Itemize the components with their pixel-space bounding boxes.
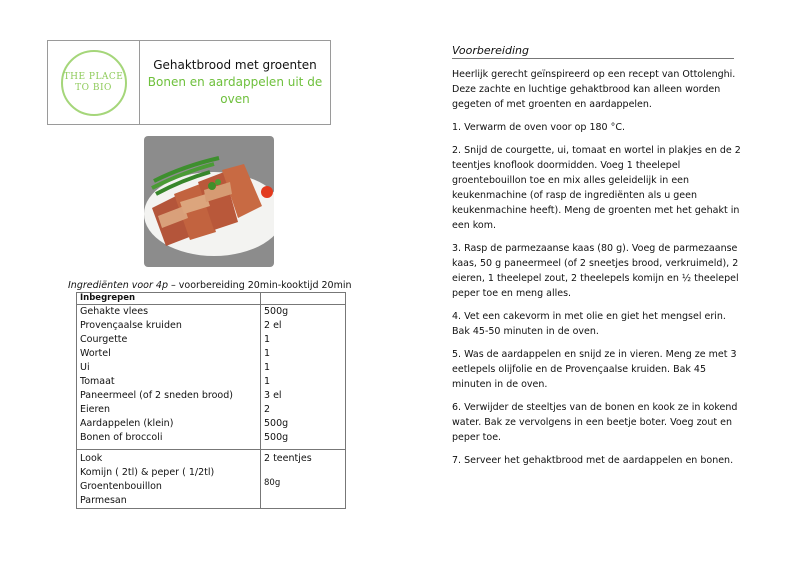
preparation-step: 6. Verwijder de steeltjes van de bonen en kook ze in kokend water. Bak ze vervolgens in een beetje boter. Voeg zout en peper toe. [452, 402, 738, 443]
extra-item: Look [80, 453, 103, 464]
ingredient-name: Eieren [77, 403, 261, 417]
ingredient-qty: 500g [261, 417, 346, 431]
ingredient-row [77, 305, 346, 320]
ingredient-name: Ui [77, 361, 261, 375]
ingredient-name: Gehakte vlees [77, 305, 261, 320]
ingredient-row [77, 319, 346, 333]
ingredient-qty: 1 [261, 333, 346, 347]
logo-line-1: THE PLACE [63, 71, 124, 82]
ingredients-table [76, 292, 346, 509]
ingredient-row [77, 375, 346, 389]
ingredient-qty: 500g [261, 305, 346, 320]
preparation-step: 4. Vet een cakevorm in met olie en giet het mengsel erin. Bak 45-50 minuten in de oven. [452, 311, 726, 337]
ingredient-name: Tomaat [77, 375, 261, 389]
preparation-step: 5. Was de aardappelen en snijd ze in vieren. Meng ze met 3 eetlepels olijfolie en de Provençaalse kruiden. Bak 45 minuten in de oven. [452, 349, 737, 390]
title-cell [140, 41, 330, 124]
extra-item: Komijn ( 2tl) & peper ( 1/2tl) [80, 467, 215, 478]
recipe-header [47, 40, 331, 125]
parmesan-qty: 80g [264, 478, 281, 488]
preparation-step: 3. Rasp de parmezaanse kaas (80 g). Voeg de parmezaanse kaas, 50 g paneermeel (of 2 sneetjes brood, verkruimeld), 2 eieren, 1 theelepel zout, 2 theelepels komijn en ½ theelepel peper toe en meng alles. [452, 243, 739, 299]
ingredient-name: Paneermeel (of 2 sneden brood) [77, 389, 261, 403]
ingredient-row [77, 361, 346, 375]
ingredient-qty: 500g [261, 431, 346, 445]
ingredient-qty: 1 [261, 375, 346, 389]
brand-logo [61, 50, 127, 116]
preparation-step: 2. Snijd de courgette, ui, tomaat en wortel in plakjes en de 2 teentjes knoflook doormidden. Voeg 1 theelepel groentebouillon toe en mix alles geleidelijk in een keukenmachine (of rasp de ingrediënten als u geen keukenmachine heeft). Meng de groenten met het gehakt in een kom. [452, 145, 741, 231]
extra-ingredients-row [77, 450, 346, 509]
ingredients-heading-timing: – voorbereiding 20min-kooktijd 20min [168, 280, 352, 291]
ingredient-row [77, 431, 346, 445]
ingredient-qty: 2 [261, 403, 346, 417]
preparation-step: 1. Verwarm de oven voor op 180 °C. [452, 122, 626, 133]
look-qty: 2 teentjes [264, 453, 312, 464]
ingredients-heading [68, 280, 352, 291]
ingredient-name: Courgette [77, 333, 261, 347]
logo-cell [48, 41, 140, 124]
recipe-subtitle: Bonen en aardappelen uit de oven [147, 75, 323, 106]
ingredient-name: Wortel [77, 347, 261, 361]
preparation-body [452, 67, 742, 476]
preparation-step: 7. Serveer het gehaktbrood met de aardappelen en bonen. [452, 455, 734, 466]
ingredient-row [77, 389, 346, 403]
meatloaf-photo [144, 136, 274, 267]
extra-item: Parmesan [80, 495, 127, 506]
ingredient-row [77, 333, 346, 347]
ingredients-heading-italic: Ingrediënten voor 4p [68, 280, 168, 291]
ingredient-name: Provençaalse kruiden [77, 319, 261, 333]
table-header-label: Inbegrepen [77, 293, 261, 305]
ingredient-qty: 2 el [261, 319, 346, 333]
preparation-heading: Voorbereiding [452, 44, 734, 59]
ingredient-row [77, 417, 346, 431]
ingredient-qty: 1 [261, 361, 346, 375]
extra-ingredients-qty [261, 450, 346, 509]
recipe-title: Gehaktbrood met groenten [153, 58, 317, 72]
ingredient-qty: 1 [261, 347, 346, 361]
ingredient-row [77, 347, 346, 361]
ingredient-qty: 3 el [261, 389, 346, 403]
ingredient-name: Bonen of broccoli [77, 431, 261, 445]
extra-item: Groentenbouillon [80, 481, 162, 492]
table-header-qty [261, 293, 346, 305]
preparation-intro: Heerlijk gerecht geïnspireerd op een recept van Ottolenghi. Deze zachte en luchtige gehaktbrood kan alleen worden gegeten of met groenten en aardappelen. [452, 69, 736, 110]
extra-ingredients-list [77, 450, 261, 509]
logo-line-2: TO BIO [75, 82, 112, 93]
ingredient-name: Aardappelen (klein) [77, 417, 261, 431]
ingredient-row [77, 403, 346, 417]
